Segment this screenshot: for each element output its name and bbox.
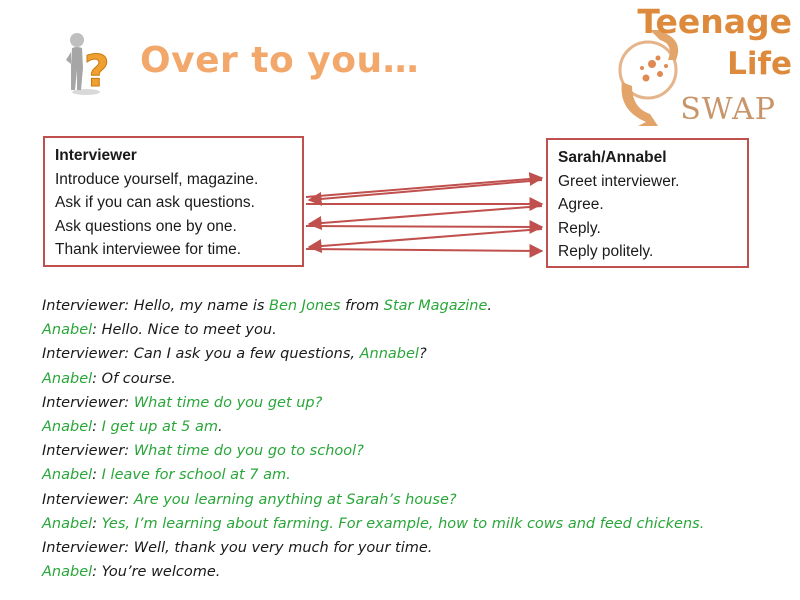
teenage-life-swap-logo [588, 0, 798, 136]
logo-word-life: Life [727, 46, 792, 82]
dialogue-line [42, 294, 792, 318]
dialogue-segment: Star Magazine [383, 298, 488, 314]
dialogue-segment: : Of course. [92, 370, 176, 387]
dialogue-line [42, 342, 792, 366]
page-title: Over to you… [140, 40, 420, 81]
dialogue-segment: Annabel [359, 346, 419, 363]
dialogue-segment: Anabel [42, 515, 93, 532]
dialogue-line [42, 488, 792, 512]
dialogue-segment: I get up at 5 am [101, 419, 218, 436]
interviewee-heading: Sarah/Annabel [558, 149, 667, 166]
dialogue-line [42, 415, 792, 439]
interviewee-step: Reply. [558, 219, 601, 237]
dialogue-segment: What time do you go to school? [133, 443, 364, 460]
dialogue-segment: . [218, 419, 223, 436]
dialogue-transcript [42, 294, 792, 584]
dialogue-line [42, 463, 792, 487]
dialogue-segment: Interviewer: [42, 443, 134, 460]
dialogue-segment: Interviewer: Hello, my name is [42, 298, 270, 314]
dialogue-segment: ? [418, 346, 427, 363]
interviewee-step: Agree. [558, 196, 604, 213]
arrow [306, 226, 542, 227]
interviewer-step: Ask if you can ask questions. [55, 194, 255, 211]
dialogue-line [42, 318, 792, 342]
dialogue-segment: : [92, 515, 102, 532]
interviewee-box [546, 138, 749, 268]
dialogue-segment: Ben Jones [269, 298, 341, 314]
dialogue-segment: from [340, 298, 384, 314]
logo-word-teenage: Teenage [637, 2, 792, 41]
logo-word-swap: SWAP [680, 92, 776, 127]
dialogue-segment: Anabel [42, 419, 93, 436]
dialogue-segment: Interviewer: Can I ask you a few questions, [42, 346, 360, 363]
svg-text:?: ? [84, 46, 110, 96]
dialogue-segment: I leave for school at 7 am. [101, 467, 291, 484]
dialogue-segment: Interviewer: [42, 491, 134, 508]
dialogue-segment: : Hello. Nice to meet you. [92, 322, 277, 339]
dialogue-segment: What time do you get up? [133, 394, 323, 411]
dialogue-segment: . [487, 298, 492, 314]
interviewee-step: Greet interviewer. [558, 172, 680, 190]
interviewer-step: Thank interviewee for time. [55, 241, 242, 258]
arrow [309, 180, 542, 200]
interviewer-step: Introduce yourself, magazine. [55, 170, 259, 188]
dialogue-segment: : [92, 467, 102, 484]
arrow [306, 178, 542, 197]
dialogue-segment: Anabel [42, 370, 93, 387]
dialogue-segment: Interviewer: Well, thank you very much for your time. [42, 540, 433, 557]
arrow [306, 249, 542, 251]
interviewer-step: Ask questions one by one. [55, 217, 237, 235]
dialogue-line [42, 536, 792, 560]
arrow [309, 229, 542, 247]
dialogue-segment: Are you learning anything at Sarah’s house? [133, 491, 457, 508]
dialogue-segment: Anabel [42, 322, 93, 339]
dialogue-segment: Anabel [42, 564, 93, 581]
dialogue-segment: Anabel [42, 467, 93, 484]
dialogue-line [42, 391, 792, 415]
dialogue-line [42, 512, 792, 536]
dialogue-line [42, 367, 792, 391]
dialogue-line [42, 439, 792, 463]
dialogue-segment: Interviewer: [42, 394, 134, 411]
interviewer-box [43, 136, 304, 267]
thinking-figure-icon [62, 30, 114, 96]
dialogue-segment: : [92, 419, 102, 436]
arrow [309, 206, 542, 224]
dialogue-segment: : You’re welcome. [92, 564, 221, 581]
interviewee-step: Reply politely. [558, 243, 654, 260]
interviewer-heading: Interviewer [55, 147, 137, 164]
dialogue-segment: Yes, I’m learning about farming. For example, how to milk cows and feed chickens. [101, 515, 705, 532]
dialogue-line [42, 560, 792, 584]
